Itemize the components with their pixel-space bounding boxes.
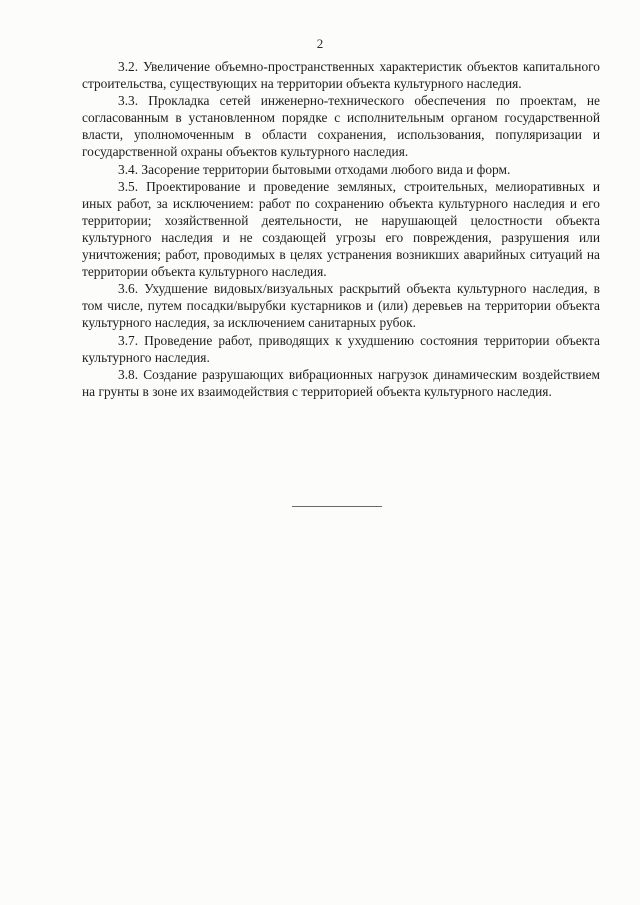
document-body — [82, 58, 600, 400]
paragraph-3-2: 3.2. Увеличение объемно-пространственных характеристик объектов капитального строительства, существующих на территории объекта культурного наследия. — [82, 59, 600, 92]
paragraph-3-7: 3.7. Проведение работ, приводящих к ухудшению состояния территории объекта культурного наследия. — [82, 332, 600, 365]
paragraph-3-3: 3.3. Прокладка сетей инженерно-технического обеспечения по проектам, не согласованным в установленном порядке с исполнительным органом государственной власти, уполномоченным в области сохранения, использования, популяризации и государственной охраны объектов культурного наследия. — [82, 93, 600, 160]
paragraph-3-8: 3.8. Создание разрушающих вибрационных нагрузок динамическим воздействием на грунты в зоне их взаимодействия с территорией объекта культурного наследия. — [82, 366, 600, 399]
paragraph-3-5: 3.5. Проектирование и проведение земляных, строительных, мелиоративных и иных работ, за исключением: работ по сохранению объекта культурного наследия и его территории; хозяйственной деятельности, не нарушающей целостности объекта культурного наследия и не создающей угрозы его повреждения, разрушения или уничтожения; работ, проводимых в целях устранения возникших аварийных ситуаций на территории объекта культурного наследия. — [82, 178, 600, 280]
paragraph-3-6: 3.6. Ухудшение видовых/визуальных раскрытий объекта культурного наследия, в том числе, путем посадки/вырубки кустарников и (или) деревьев на территории объекта культурного наследия, за исключением санитарных рубок. — [82, 281, 600, 331]
end-divider-line — [292, 506, 382, 507]
page-number: 2 — [316, 36, 324, 51]
paragraph-3-4: 3.4. Засорение территории бытовыми отходами любого вида и форм. — [118, 161, 511, 177]
